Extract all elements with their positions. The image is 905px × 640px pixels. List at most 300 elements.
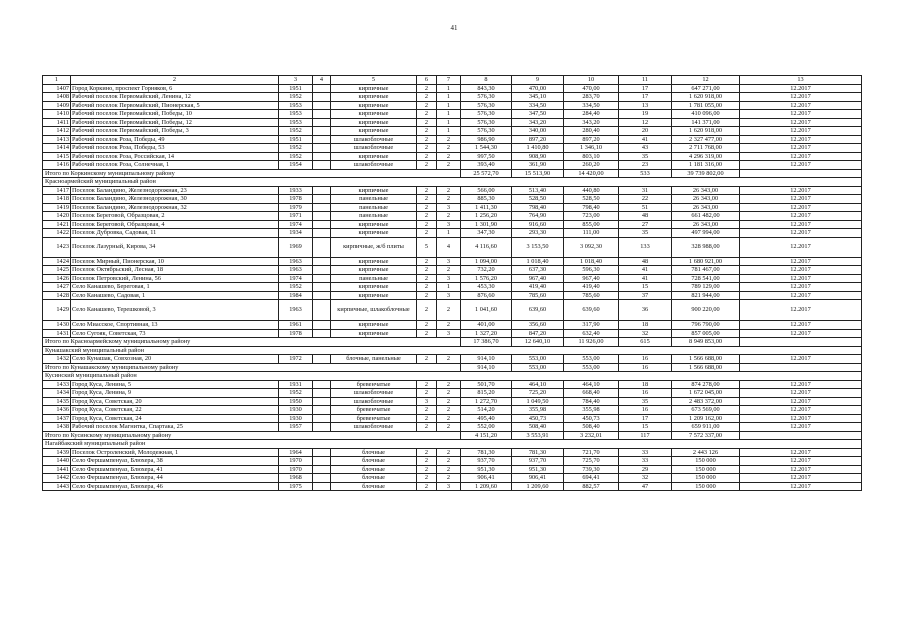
table-cell: 1952 (279, 93, 313, 102)
table-cell: 659 911,00 (672, 423, 740, 432)
table-cell: 1 272,70 (461, 397, 512, 406)
table-cell: 2 (417, 414, 437, 423)
table-cell: 1 018,40 (512, 257, 564, 266)
table-cell: 798,40 (564, 203, 619, 212)
table-cell: 967,40 (564, 274, 619, 283)
table-cell: 41 (619, 135, 672, 144)
table-cell (313, 457, 331, 466)
total-cell: 553,00 (512, 363, 564, 372)
table-cell: 2 (437, 414, 461, 423)
table-cell: 4 (437, 237, 461, 257)
table-cell: 12.2017 (740, 380, 862, 389)
table-cell: 1 209,60 (512, 482, 564, 491)
district-total-row (43, 363, 862, 372)
table-cell: Село Канашево, Терешковой, 3 (71, 300, 279, 321)
district-total-label: Итого по Кусинскому муниципальному району (43, 431, 461, 440)
table-cell: 3 092,30 (564, 237, 619, 257)
table-cell: 1 (437, 229, 461, 238)
table-cell: 1933 (279, 186, 313, 195)
table-cell: 1963 (279, 300, 313, 321)
table-cell: 739,30 (564, 465, 619, 474)
table-row (43, 283, 862, 292)
table-cell: Поселок Октябрьский, Лесная, 18 (71, 266, 279, 275)
table-cell: 3 (437, 203, 461, 212)
total-cell: 14 420,00 (564, 169, 619, 178)
table-cell: бревенчатые (331, 414, 417, 423)
table-cell: 1 301,90 (461, 220, 512, 229)
table-cell: 1418 (43, 195, 71, 204)
table-cell: 2 (437, 397, 461, 406)
table-cell: 2 (417, 465, 437, 474)
table-cell: 2 (417, 161, 437, 170)
table-cell: 2 (417, 220, 437, 229)
table-cell: 470,00 (564, 84, 619, 93)
total-cell: 11 926,00 (564, 338, 619, 347)
table-cell: 1979 (279, 203, 313, 212)
table-cell: кирпичные (331, 321, 417, 330)
table-cell: 803,10 (564, 152, 619, 161)
table-cell: 2 (417, 84, 437, 93)
table-cell: Село Миасское, Спортивная, 13 (71, 321, 279, 330)
table-cell: 450,73 (564, 414, 619, 423)
table-cell: 2 (417, 195, 437, 204)
table-cell: 1416 (43, 161, 71, 170)
table-cell: 470,00 (512, 84, 564, 93)
table-row (43, 406, 862, 415)
table-cell: 3 153,50 (512, 237, 564, 257)
table-cell: 150 000 (672, 457, 740, 466)
table-cell: 334,50 (512, 101, 564, 110)
table-cell: 857 005,00 (672, 329, 740, 338)
table-cell: 1437 (43, 414, 71, 423)
table-cell: 284,40 (564, 110, 619, 119)
table-row (43, 291, 862, 300)
table-cell: Поселок Береговой, Образцовая, 4 (71, 220, 279, 229)
table-cell: Рабочий поселок Роза, Победы, 49 (71, 135, 279, 144)
table-cell: 12.2017 (740, 229, 862, 238)
table-cell: 2 (437, 457, 461, 466)
total-cell: 553,00 (564, 363, 619, 372)
table-cell: 2 (417, 118, 437, 127)
total-cell (740, 431, 862, 440)
table-cell: 1 672 045,00 (672, 389, 740, 398)
table-cell: 789 129,00 (672, 283, 740, 292)
table-cell: Поселок Баландино, Железнодорожная, 30 (71, 195, 279, 204)
table-cell: 1930 (279, 406, 313, 415)
total-cell: 533 (619, 169, 672, 178)
table-cell (313, 127, 331, 136)
table-cell: 12.2017 (740, 389, 862, 398)
table-cell: 35 (619, 397, 672, 406)
total-cell: 4 151,20 (461, 431, 512, 440)
table-cell: 347,30 (461, 229, 512, 238)
table-cell: 328 988,00 (672, 237, 740, 257)
table-cell: кирпичные (331, 118, 417, 127)
table-cell (313, 186, 331, 195)
table-cell: 20 (619, 127, 672, 136)
table-cell: 1970 (279, 465, 313, 474)
table-cell: 1434 (43, 389, 71, 398)
table-cell: 37 (619, 291, 672, 300)
table-cell: Село Фершампенуаз, Блюхера, 41 (71, 465, 279, 474)
table-cell: 12.2017 (740, 135, 862, 144)
table-cell: 732,20 (461, 266, 512, 275)
table-cell: 3 (437, 482, 461, 491)
table-cell (313, 482, 331, 491)
table-cell: 1 049,50 (512, 397, 564, 406)
table-cell (313, 389, 331, 398)
table-cell: 33 (619, 448, 672, 457)
table-cell: 2 (437, 465, 461, 474)
table-row (43, 465, 862, 474)
table-cell: 12.2017 (740, 329, 862, 338)
table-cell: 986,90 (461, 135, 512, 144)
table-cell: кирпичные (331, 84, 417, 93)
table-cell (313, 257, 331, 266)
table-cell: кирпичные (331, 329, 417, 338)
table-cell: 1408 (43, 93, 71, 102)
table-cell: Поселок Петровский, Ленина, 56 (71, 274, 279, 283)
table-cell: 1984 (279, 291, 313, 300)
total-cell: 7 572 337,00 (672, 431, 740, 440)
table-cell: 2 483 372,00 (672, 397, 740, 406)
table-cell: 1442 (43, 474, 71, 483)
table-cell: 12.2017 (740, 423, 862, 432)
table-cell: 781,30 (512, 448, 564, 457)
table-cell: 2 (417, 229, 437, 238)
table-cell: 1431 (43, 329, 71, 338)
table-cell: 2 327 477,00 (672, 135, 740, 144)
table-cell: 12.2017 (740, 448, 862, 457)
table-cell: 2 (417, 355, 437, 364)
table-cell: 900 220,00 (672, 300, 740, 321)
table-cell (313, 195, 331, 204)
table-cell: 596,30 (564, 266, 619, 275)
table-cell: 2 (417, 448, 437, 457)
table-cell: 668,40 (564, 389, 619, 398)
table-cell: 401,00 (461, 321, 512, 330)
table-cell: 2 (437, 355, 461, 364)
table-cell: 2 (437, 406, 461, 415)
table-cell: 29 (619, 465, 672, 474)
table-row (43, 457, 862, 466)
table-cell: 2 (417, 406, 437, 415)
table-cell: 2 (417, 291, 437, 300)
table-row (43, 474, 862, 483)
table-cell: 5 (417, 237, 437, 257)
table-cell: 781 467,00 (672, 266, 740, 275)
table-cell: Рабочий поселок Роза, Солнечная, 1 (71, 161, 279, 170)
table-cell: 728 541,00 (672, 274, 740, 283)
table-cell: 36 (619, 300, 672, 321)
table-cell: 1 041,60 (461, 300, 512, 321)
table-cell (313, 321, 331, 330)
table-cell: Село Фершампенуаз, Блюхера, 38 (71, 457, 279, 466)
total-cell: 3 232,01 (564, 431, 619, 440)
table-cell: 1428 (43, 291, 71, 300)
column-number-header: 10 (564, 76, 619, 85)
district-section-row (43, 440, 862, 449)
column-number-header: 2 (71, 76, 279, 85)
table-cell: 260,20 (564, 161, 619, 170)
table-cell: 874 278,00 (672, 380, 740, 389)
table-cell (313, 118, 331, 127)
table-cell (313, 300, 331, 321)
table-cell: 19 (619, 110, 672, 119)
table-cell: 1 (437, 101, 461, 110)
table-cell: Город Куса, Советская, 24 (71, 414, 279, 423)
table-cell: 150 000 (672, 465, 740, 474)
table-cell: Село Фершампенуаз, Блюхера, 44 (71, 474, 279, 483)
table-cell: 1974 (279, 220, 313, 229)
table-cell (313, 220, 331, 229)
table-cell: 26 343,00 (672, 220, 740, 229)
table-cell: 1951 (279, 135, 313, 144)
table-cell: 13 (619, 101, 672, 110)
table-cell: 18 (619, 380, 672, 389)
table-cell: 345,10 (512, 93, 564, 102)
table-cell: 1425 (43, 266, 71, 275)
table-cell: 440,80 (564, 186, 619, 195)
table-cell (313, 397, 331, 406)
total-cell: 117 (619, 431, 672, 440)
table-cell (313, 380, 331, 389)
table-cell: 2 (417, 457, 437, 466)
table-row (43, 152, 862, 161)
table-cell (313, 101, 331, 110)
table-cell: Поселок Мирный, Пионерская, 10 (71, 257, 279, 266)
table-cell: кирпичные (331, 152, 417, 161)
column-number-header: 12 (672, 76, 740, 85)
table-row (43, 110, 862, 119)
table-cell (313, 203, 331, 212)
table-cell: 1952 (279, 152, 313, 161)
table-cell: 2 (417, 389, 437, 398)
table-cell: 1429 (43, 300, 71, 321)
column-number-header: 7 (437, 76, 461, 85)
district-total-row (43, 169, 862, 178)
table-cell: 2 (417, 482, 437, 491)
table-cell: 1421 (43, 220, 71, 229)
table-cell: 32 (619, 474, 672, 483)
table-cell: 1963 (279, 266, 313, 275)
table-cell: 1950 (279, 397, 313, 406)
column-number-header: 6 (417, 76, 437, 85)
total-cell: 3 553,91 (512, 431, 564, 440)
table-cell: 2 (437, 389, 461, 398)
table-cell: 4 116,60 (461, 237, 512, 257)
table-cell: 1974 (279, 274, 313, 283)
table-row (43, 321, 862, 330)
table-cell: 1 781 055,00 (672, 101, 740, 110)
table-cell: 453,30 (461, 283, 512, 292)
table-cell: блочные (331, 482, 417, 491)
table-cell: 1953 (279, 118, 313, 127)
table-cell: Город Коркино, проспект Горняков, 6 (71, 84, 279, 93)
table-cell: 637,30 (512, 266, 564, 275)
table-cell: 12.2017 (740, 237, 862, 257)
table-cell: Город Куса, Советская, 20 (71, 397, 279, 406)
table-cell: 12.2017 (740, 93, 862, 102)
table-cell: Село Канашево, Береговая, 1 (71, 283, 279, 292)
table-cell: 2 (417, 423, 437, 432)
table-cell: 1963 (279, 257, 313, 266)
table-cell: 1415 (43, 152, 71, 161)
table-cell: 821 944,00 (672, 291, 740, 300)
table-cell (313, 274, 331, 283)
table-cell: 1957 (279, 423, 313, 432)
table-row (43, 389, 862, 398)
table-row (43, 423, 862, 432)
table-cell: Село Сугояк, Советская, 73 (71, 329, 279, 338)
table-cell: 1 018,40 (564, 257, 619, 266)
table-cell: 35 (619, 229, 672, 238)
table-cell (313, 266, 331, 275)
table-cell: 3 (437, 220, 461, 229)
table-cell: 1417 (43, 186, 71, 195)
table-row (43, 84, 862, 93)
table-cell: 1971 (279, 212, 313, 221)
table-cell: 843,30 (461, 84, 512, 93)
table-cell: 1422 (43, 229, 71, 238)
table-row (43, 355, 862, 364)
table-cell: 1972 (279, 355, 313, 364)
table-cell: 721,70 (564, 448, 619, 457)
table-cell: 1934 (279, 229, 313, 238)
total-cell (740, 338, 862, 347)
table-cell: 647 271,00 (672, 84, 740, 93)
table-cell: 2 (437, 186, 461, 195)
table-cell: блочные (331, 474, 417, 483)
table-cell: 1441 (43, 465, 71, 474)
table-cell: 1407 (43, 84, 71, 93)
table-cell: 2 (417, 101, 437, 110)
table-cell: 27 (619, 220, 672, 229)
table-cell: 12.2017 (740, 266, 862, 275)
table-cell: 1952 (279, 144, 313, 153)
table-cell (313, 212, 331, 221)
table-cell: 18 (619, 321, 672, 330)
table-cell (313, 329, 331, 338)
table-cell: 35 (619, 152, 672, 161)
table-cell: 1 576,20 (461, 274, 512, 283)
table-cell: шлакоблочные (331, 389, 417, 398)
housing-table (42, 75, 862, 491)
table-cell: 514,20 (461, 406, 512, 415)
table-cell: 3 (417, 397, 437, 406)
table-cell: 12.2017 (740, 457, 862, 466)
table-cell: 450,73 (512, 414, 564, 423)
table-cell: 1 346,10 (564, 144, 619, 153)
table-cell: 997,50 (461, 152, 512, 161)
table-row (43, 300, 862, 321)
district-section-row (43, 372, 862, 381)
total-cell: 615 (619, 338, 672, 347)
table-cell: 12.2017 (740, 127, 862, 136)
table-cell: 951,30 (461, 465, 512, 474)
table-cell: Рабочий поселок Первомайский, Победы, 12 (71, 118, 279, 127)
table-cell: 31 (619, 186, 672, 195)
district-total-label: Итого по Красноармейскому муниципальному району (43, 338, 461, 347)
table-cell: 501,70 (461, 380, 512, 389)
table-cell: Поселок Лазурный, Кирова, 34 (71, 237, 279, 257)
column-number-header: 9 (512, 76, 564, 85)
table-cell: 552,00 (461, 423, 512, 432)
table-cell: 1969 (279, 237, 313, 257)
table-cell: 48 (619, 257, 672, 266)
table-cell: 497 994,00 (672, 229, 740, 238)
table-cell: кирпичные (331, 93, 417, 102)
table-cell: кирпичные (331, 101, 417, 110)
district-total-label: Итого по Коркинскому муниципальному району (43, 169, 461, 178)
total-cell: 1 566 688,00 (672, 363, 740, 372)
table-cell: 2 443 126 (672, 448, 740, 457)
table-cell: Рабочий поселок Роза, Победы, 53 (71, 144, 279, 153)
table-cell: 355,98 (564, 406, 619, 415)
table-cell: 906,41 (512, 474, 564, 483)
table-cell: 1436 (43, 406, 71, 415)
table-cell: 2 (437, 152, 461, 161)
table-cell: Село Канашево, Садовая, 1 (71, 291, 279, 300)
table-cell: 796 790,00 (672, 321, 740, 330)
table-cell: 419,40 (564, 283, 619, 292)
table-cell: 23 (619, 161, 672, 170)
table-cell: Город Куса, Советская, 22 (71, 406, 279, 415)
table-cell: 16 (619, 389, 672, 398)
table-cell: 12.2017 (740, 406, 862, 415)
table-cell: 1 411,30 (461, 203, 512, 212)
table-cell: 1443 (43, 482, 71, 491)
table-cell: 48 (619, 212, 672, 221)
table-cell: 781,30 (461, 448, 512, 457)
table-cell: 908,90 (512, 152, 564, 161)
table-cell: 22 (619, 195, 672, 204)
table-cell: 1410 (43, 110, 71, 119)
table-cell: 1952 (279, 389, 313, 398)
table-cell: 1438 (43, 423, 71, 432)
table-cell: шлакоблочные (331, 397, 417, 406)
table-cell: кирпичные (331, 186, 417, 195)
total-cell: 25 572,70 (461, 169, 512, 178)
table-row (43, 161, 862, 170)
table-cell: 1427 (43, 283, 71, 292)
table-cell: 17 (619, 414, 672, 423)
table-cell: панельные (331, 212, 417, 221)
table-cell (313, 110, 331, 119)
table-cell: 1978 (279, 195, 313, 204)
table-cell: шлакоблочные (331, 161, 417, 170)
table-cell: 576,30 (461, 101, 512, 110)
table-cell (313, 93, 331, 102)
total-cell: 16 (619, 363, 672, 372)
table-cell: 528,50 (512, 195, 564, 204)
table-cell: 1931 (279, 380, 313, 389)
table-cell: Поселок Береговой, Образцовая, 2 (71, 212, 279, 221)
table-cell: 12.2017 (740, 474, 862, 483)
table-row (43, 229, 862, 238)
district-section-row (43, 346, 862, 355)
table-cell: 12.2017 (740, 101, 862, 110)
total-cell: 8 949 853,00 (672, 338, 740, 347)
table-cell: 1 256,20 (461, 212, 512, 221)
table-cell: 1430 (43, 321, 71, 330)
table-cell: 1930 (279, 414, 313, 423)
table-cell: 1420 (43, 212, 71, 221)
table-cell: 2 (417, 300, 437, 321)
table-cell: 12.2017 (740, 274, 862, 283)
table-cell: 3 (437, 274, 461, 283)
table-cell: 1433 (43, 380, 71, 389)
